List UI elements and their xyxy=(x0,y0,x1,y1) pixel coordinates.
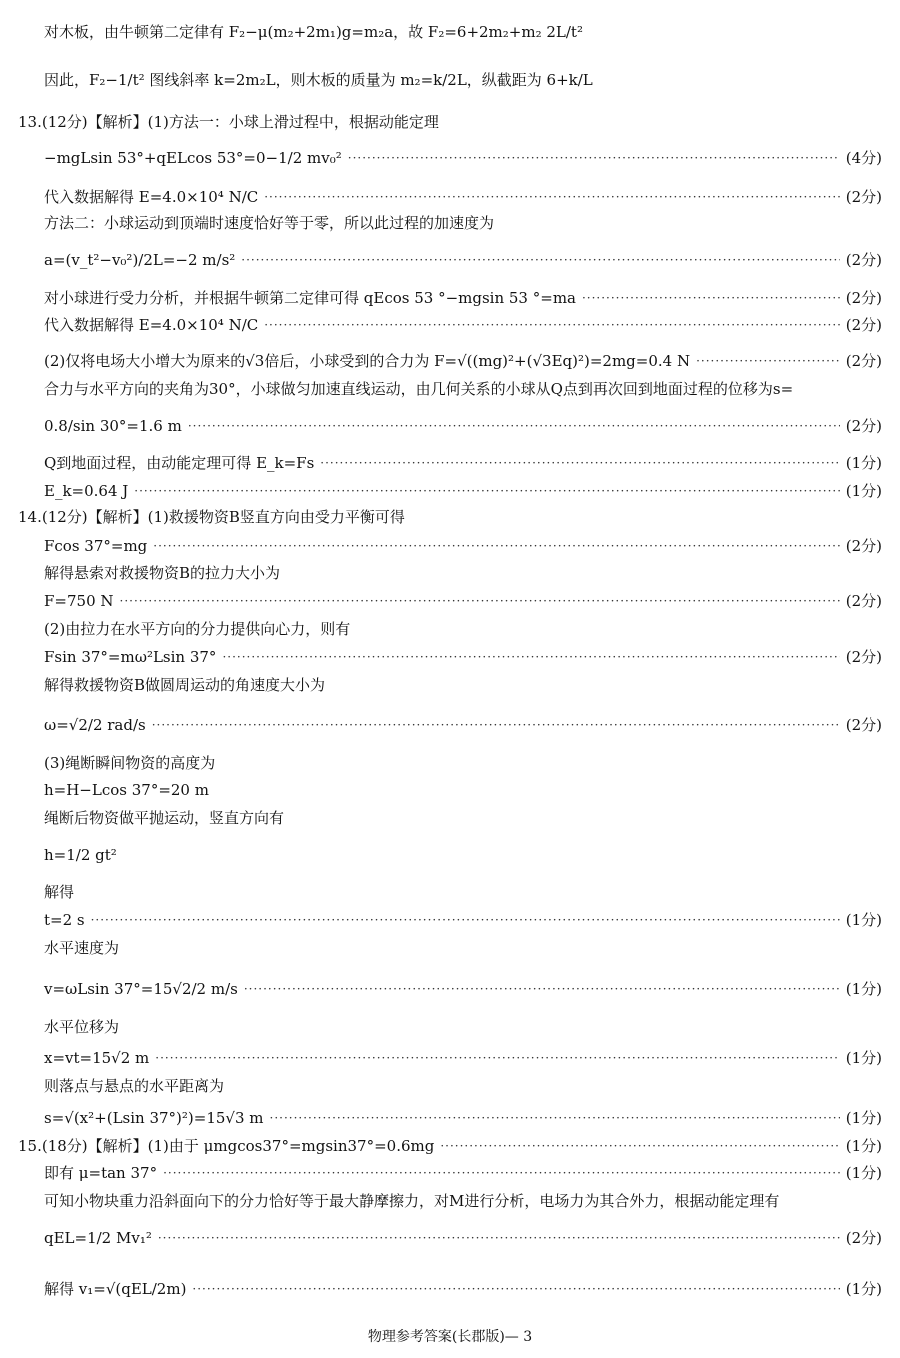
solution-text: 解得 v₁=√(qEL/2m) xyxy=(44,1280,187,1298)
solution-text: E_k=0.64 J xyxy=(44,482,129,500)
solution-text: Fsin 37°=mω²Lsin 37° xyxy=(44,648,217,666)
solution-line xyxy=(44,250,882,270)
solution-text: x=vt=15√2 m xyxy=(44,1049,150,1067)
solution-line xyxy=(18,507,882,527)
solution-line xyxy=(44,536,882,556)
solution-line xyxy=(44,591,882,611)
solution-text: v=ωLsin 37°=15√2/2 m/s xyxy=(44,980,238,998)
score-label: (1分) xyxy=(845,482,882,500)
score-label: (1分) xyxy=(845,911,882,929)
solution-line xyxy=(44,288,882,308)
leader-dots xyxy=(158,1228,840,1248)
leader-dots xyxy=(222,647,839,667)
solution-line xyxy=(44,22,882,42)
leader-dots xyxy=(152,715,840,735)
solution-text: (3)绳断瞬间物资的高度为 xyxy=(44,754,216,772)
solution-line xyxy=(44,315,882,335)
solution-line xyxy=(44,187,882,207)
leader-dots xyxy=(320,453,839,473)
score-label: (2分) xyxy=(845,352,882,370)
solution-line xyxy=(44,845,882,865)
solution-text: 代入数据解得 E=4.0×10⁴ N/C xyxy=(44,316,259,334)
score-label: (2分) xyxy=(845,251,882,269)
score-label: (2分) xyxy=(845,716,882,734)
solution-line xyxy=(44,1228,882,1248)
leader-dots xyxy=(163,1163,840,1183)
score-label: (2分) xyxy=(845,592,882,610)
solution-text: 对木板，由牛顿第二定律有 F₂−μ(m₂+2m₁)g=m₂a，故 F₂=6+2m₂+m₂ 2L/t² xyxy=(44,23,583,41)
solution-text: 可知小物块重力沿斜面向下的分力恰好等于最大静摩擦力，对M进行分析，电场力为其合外力，根据动能定理有 xyxy=(44,1192,780,1210)
solution-text: Fcos 37°=mg xyxy=(44,537,148,555)
solution-line xyxy=(18,1136,882,1156)
solution-text: 水平速度为 xyxy=(44,939,120,957)
score-label: (1分) xyxy=(845,980,882,998)
solution-text: 水平位移为 xyxy=(44,1018,120,1036)
solution-line xyxy=(44,647,882,667)
solution-text: F=750 N xyxy=(44,592,114,610)
solution-line xyxy=(44,148,882,168)
page-footer: 物理参考答案(长郡版)— 3 xyxy=(367,1329,533,1345)
solution-text: 13.(12分)【解析】(1)方法一：小球上滑过程中，根据动能定理 xyxy=(18,113,439,131)
solution-text: 0.8/sin 30°=1.6 m xyxy=(44,417,182,435)
leader-dots xyxy=(270,1108,840,1128)
solution-line xyxy=(44,753,882,773)
solution-line xyxy=(44,1017,882,1037)
solution-text: a=(v_t²−v₀²)/2L=−2 m/s² xyxy=(44,251,236,269)
solution-line xyxy=(44,453,882,473)
solution-line xyxy=(44,715,882,735)
leader-dots xyxy=(264,315,840,335)
solution-line xyxy=(44,213,882,233)
score-label: (2分) xyxy=(845,188,882,206)
score-label: (4分) xyxy=(845,149,882,167)
solution-line xyxy=(44,1279,882,1299)
solution-line xyxy=(44,416,882,436)
solution-text: 因此，F₂−1/t² 图线斜率 k=2m₂L，则木板的质量为 m₂=k/2L，纵截距为 6+k/L xyxy=(44,71,593,89)
solution-text: 解得救援物资B做圆周运动的角速度大小为 xyxy=(44,676,326,694)
score-label: (2分) xyxy=(845,289,882,307)
leader-dots xyxy=(91,910,840,930)
leader-dots xyxy=(241,250,839,270)
leader-dots xyxy=(244,979,840,999)
solution-text: h=H−Lcos 37°=20 m xyxy=(44,781,209,799)
leader-dots xyxy=(134,481,839,501)
solution-line xyxy=(44,1191,882,1211)
score-label: (2分) xyxy=(845,316,882,334)
solution-line xyxy=(44,351,882,371)
solution-line xyxy=(44,910,882,930)
solution-line xyxy=(44,1163,882,1183)
solution-line xyxy=(44,70,882,90)
solution-text: 合力与水平方向的夹角为30°，小球做匀加速直线运动，由几何关系的小球从Q点到再次回到地面过程的位移为s= xyxy=(44,380,794,398)
leader-dots xyxy=(440,1136,839,1156)
solution-text: 则落点与悬点的水平距离为 xyxy=(44,1077,225,1095)
solution-line xyxy=(44,1076,882,1096)
solution-text: −mgLsin 53°+qELcos 53°=0−1/2 mv₀² xyxy=(44,149,342,167)
solution-line xyxy=(44,1108,882,1128)
score-label: (1分) xyxy=(845,1280,882,1298)
solution-line xyxy=(44,882,882,902)
solution-line xyxy=(44,1048,882,1068)
leader-dots xyxy=(155,1048,839,1068)
solution-text: 解得悬索对救援物资B的拉力大小为 xyxy=(44,564,281,582)
leader-dots xyxy=(348,148,840,168)
score-label: (2分) xyxy=(845,417,882,435)
solution-text: 对小球进行受力分析，并根据牛顿第二定律可得 qEcos 53 °−mgsin 53 °=ma xyxy=(44,289,576,307)
score-label: (2分) xyxy=(845,648,882,666)
solution-text: 方法二：小球运动到顶端时速度恰好等于零，所以此过程的加速度为 xyxy=(44,214,495,232)
solution-text: 解得 xyxy=(44,883,75,901)
solution-line xyxy=(44,619,882,639)
solution-text: 14.(12分)【解析】(1)救援物资B竖直方向由受力平衡可得 xyxy=(18,508,405,526)
solution-line xyxy=(44,379,882,399)
solution-line xyxy=(44,979,882,999)
leader-dots xyxy=(582,288,840,308)
solution-text: qEL=1/2 Mv₁² xyxy=(44,1229,152,1247)
solution-text: h=1/2 gt² xyxy=(44,846,117,864)
solution-line xyxy=(44,481,882,501)
leader-dots xyxy=(188,416,840,436)
score-label: (1分) xyxy=(845,1049,882,1067)
solution-line xyxy=(18,112,882,132)
leader-dots xyxy=(153,536,839,556)
score-label: (2分) xyxy=(845,1229,882,1247)
solution-line xyxy=(44,780,882,800)
score-label: (1分) xyxy=(845,1164,882,1182)
leader-dots xyxy=(696,351,840,371)
solution-line xyxy=(44,938,882,958)
leader-dots xyxy=(192,1279,839,1299)
solution-line xyxy=(44,808,882,828)
solution-text: 代入数据解得 E=4.0×10⁴ N/C xyxy=(44,188,259,206)
score-label: (1分) xyxy=(845,454,882,472)
solution-text: 即有 μ=tan 37° xyxy=(44,1164,158,1182)
solution-line xyxy=(44,563,882,583)
solution-text: ω=√2/2 rad/s xyxy=(44,716,146,734)
score-label: (1分) xyxy=(845,1109,882,1127)
leader-dots xyxy=(264,187,840,207)
leader-dots xyxy=(120,591,840,611)
solution-text: t=2 s xyxy=(44,911,85,929)
solution-text: s=√(x²+(Lsin 37°)²)=15√3 m xyxy=(44,1109,264,1127)
solution-text: 15.(18分)【解析】(1)由于 μmgcos37°=mgsin37°=0.6mg xyxy=(18,1137,435,1155)
solution-text: 绳断后物资做平抛运动，竖直方向有 xyxy=(44,809,285,827)
score-label: (1分) xyxy=(845,1137,882,1155)
score-label: (2分) xyxy=(845,537,882,555)
solution-text: (2)由拉力在水平方向的分力提供向心力，则有 xyxy=(44,620,351,638)
solution-text: (2)仅将电场大小增大为原来的√3倍后，小球受到的合力为 F=√((mg)²+(√3Eq)²)=2mg=0.4 N xyxy=(44,352,691,370)
solution-text: Q到地面过程，由动能定理可得 E_k=Fs xyxy=(44,454,315,472)
solution-line xyxy=(44,675,882,695)
